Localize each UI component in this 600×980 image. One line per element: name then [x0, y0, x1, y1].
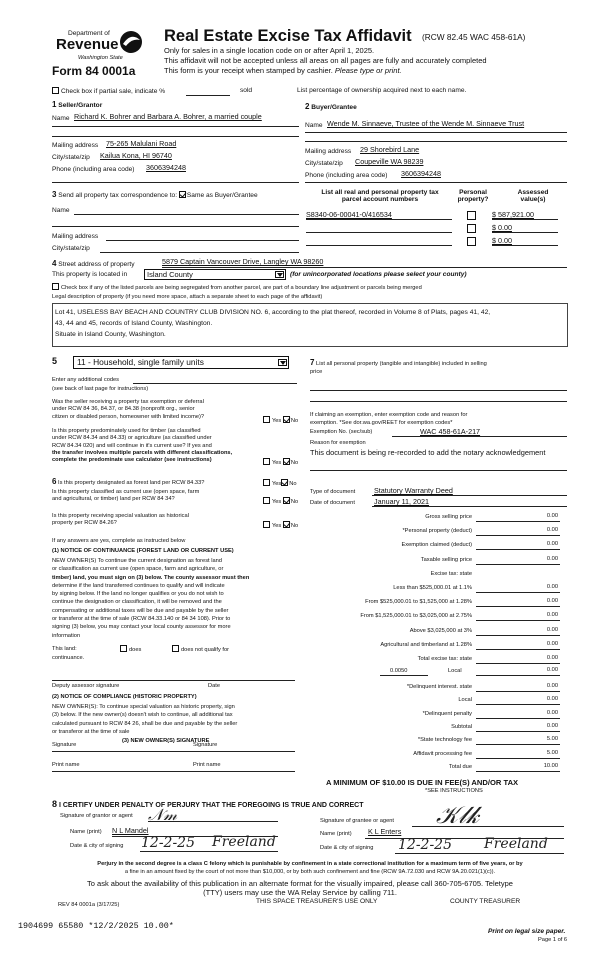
- tax-row-label: Affidavit processing fee: [413, 750, 472, 757]
- page-number: Page 1 of 6: [538, 937, 568, 943]
- grantee-name-field[interactable]: K L Enters: [368, 827, 402, 836]
- citation: (RCW 82.45 WAC 458-61A): [422, 32, 526, 42]
- assessed-value-3[interactable]: $ 0.00: [492, 236, 512, 245]
- same-as-buyer-checkbox[interactable]: [179, 191, 186, 198]
- sold-label: sold: [240, 87, 253, 94]
- legal-paper-note: Print on legal size paper.: [488, 928, 566, 935]
- grantor-sig-label: Signature of grantor or agent: [60, 813, 133, 819]
- exemption-question: Was the seller receiving a property tax exemption or deferral under RCW 84 36, 84.37, or 84.38 (nonprofit org., senior citizen or disabled person, homeowner with limited income)?: [52, 399, 205, 420]
- buyer-phone-label: Phone (including area code): [305, 172, 388, 179]
- dept-state: Washington State: [78, 55, 123, 61]
- corr-city-label: City/state/zip: [52, 245, 90, 252]
- tax-row-label: *Personal property (deduct): [402, 528, 472, 535]
- new-owner-sig-title: (3) NEW OWNER(S) SIGNATURE: [122, 738, 210, 744]
- corr-mailing-label: Mailing address: [52, 233, 99, 240]
- minimum-due-note: A MINIMUM OF $10.00 IS DUE IN FEE(S) AND/OR TAX: [326, 778, 519, 787]
- revision-label: REV 84 0001a (3/17/25): [58, 902, 120, 908]
- owner-signature-label-2: Signature: [193, 742, 218, 748]
- tax-row-value[interactable]: 0.00: [546, 683, 558, 689]
- buyer-heading: 2 Buyer/Grantee: [305, 102, 357, 111]
- doc-type-field[interactable]: Statutory Warranty Deed: [374, 486, 453, 495]
- owner-signature-label-1: Signature: [52, 742, 77, 748]
- local-rate: 0.0050: [390, 668, 408, 674]
- seller-phone-field[interactable]: 3606394248: [146, 163, 186, 172]
- grantee-sig-label: Signature of grantee or agent: [320, 818, 394, 824]
- parcel-number-1[interactable]: S8340-06-00041-0/416534: [306, 210, 392, 219]
- recording-stamp: 1904699 65580 *12/2/2025 10.00*: [18, 921, 174, 931]
- notice-continuance-title: (1) NOTICE OF CONTINUANCE (FOREST LAND OR CURRENT USE): [52, 548, 234, 554]
- buyer-name-field[interactable]: Wende M. Sinnaeve, Trustee of the Wende M. Sinnaeve Trust: [327, 119, 525, 128]
- chevron-down-icon: [275, 271, 284, 278]
- unincorporated-note: (for unincorporated locations please select your county): [290, 271, 467, 278]
- buyer-name-label: Name: [305, 122, 323, 129]
- does-not-row: does not qualify for: [172, 645, 229, 653]
- tax-row-label: Agricultural and timberland at 1.28%: [380, 641, 472, 648]
- exemption-yes-checkbox[interactable]: [263, 416, 270, 423]
- tax-row-label: Excise tax: state: [430, 570, 472, 577]
- assessed-value-2[interactable]: $ 0.00: [492, 223, 512, 232]
- tax-row-value[interactable]: 0.00: [546, 709, 558, 716]
- header-note1: Only for sales in a single location code on or after April 1, 2025.: [164, 46, 375, 55]
- buyer-mailing-label: Mailing address: [305, 148, 352, 155]
- exemption-reason-field[interactable]: This document is being re-recorded to add the notary acknowledgement: [310, 448, 546, 457]
- see-instructions: *SEE INSTRUCTIONS: [425, 788, 483, 794]
- tax-row-value[interactable]: 5.00: [546, 736, 558, 743]
- tax-row-value[interactable]: 0.00: [546, 598, 558, 605]
- buyer-city-field[interactable]: Coupeville WA 98239: [355, 157, 424, 166]
- tax-row-label: Local: [458, 697, 472, 704]
- tax-row-label: *Delinquent penalty: [422, 710, 472, 717]
- forest-yes-no: Yes No: [263, 479, 297, 487]
- grantor-date-label: Date & city of signing: [70, 843, 124, 849]
- forest-question: 6 Is this property designated as forest land per RCW 84.33?: [52, 477, 205, 486]
- seller-heading: 1 Seller/Grantor: [52, 100, 103, 109]
- tax-row-value[interactable]: 0.00: [546, 513, 558, 519]
- grantor-city[interactable]: Freeland: [212, 834, 276, 850]
- header-note3: This form is your receipt when stamped by cashier. Please type or print.: [164, 66, 402, 75]
- page-title: Real Estate Excise Tax Affidavit: [164, 27, 412, 45]
- assessed-col-header: Assessed value(s): [517, 189, 549, 204]
- tax-row-label: From $525,000.01 to $1,525,000 at 1.28%: [365, 599, 472, 606]
- tax-row-label: Total excise tax: state: [417, 656, 472, 662]
- local-label: Local: [448, 668, 462, 674]
- street-address-field[interactable]: 5879 Captain Vancouver Drive, Langley WA 98260: [162, 257, 324, 266]
- grantee-name-label: Name (print): [320, 831, 352, 837]
- list-percentage-note: List percentage of ownership acquired next to each name.: [297, 87, 467, 94]
- boundary-row: Check box if any of the listed parcels are being segregated from another parcel, are part of a boundary line adjustment or parcels being merged: [52, 283, 422, 291]
- exemption-no-label: Exemption No. (sec/sub): [310, 429, 373, 435]
- seller-city-label: City/state/zip: [52, 154, 90, 161]
- buyer-city-label: City/state/zip: [305, 160, 343, 167]
- located-label: This property is located in: [52, 271, 128, 278]
- does-row: does: [120, 645, 141, 653]
- dept-line1: Department of: [68, 30, 110, 37]
- tax-row-label: Gross selling price: [425, 514, 472, 520]
- historic-yes-no: Yes No: [263, 521, 298, 529]
- deputy-date-label: Date: [208, 683, 221, 689]
- this-land-label: This land:: [52, 646, 77, 652]
- use-code-select[interactable]: 11 - Household, single family units: [73, 356, 289, 369]
- tax-row-value[interactable]: 0.00: [546, 555, 558, 562]
- seller-name-label: Name: [52, 115, 70, 122]
- personal-property-checkbox-1[interactable]: [467, 211, 476, 220]
- tax-row-value[interactable]: 0.00: [546, 640, 558, 647]
- tax-row-label: *State technology fee: [417, 737, 472, 744]
- seller-phone-label: Phone (including area code): [52, 166, 135, 173]
- timber-yes-no: Yes No: [263, 458, 298, 466]
- seller-mailing-field[interactable]: 75-265 Malulani Road: [106, 139, 177, 148]
- perjury-notice: Perjury in the second degree is a class C felony which is punishable by confinement in a state correctional institution for a maximum term of five years, or by a fine in an amount fixed by the court of not more than $10,000, or by both such confinement and fine (RCW 9A.72.030 and RCW 9A.20.021(1)(c)).: [97, 861, 523, 875]
- forest-no-checkbox[interactable]: [281, 479, 288, 486]
- tax-row-label: Less than $525,000.01 at 1.1%: [393, 585, 472, 591]
- dor-logo-icon: [118, 30, 144, 54]
- current-use-question: Is this property classified as current use (open space, farm and agricultural, or timber) land per RCW 84 34?: [52, 489, 200, 503]
- tax-row-value[interactable]: 10.00: [543, 762, 558, 769]
- personal-col-header: Personal property?: [457, 189, 489, 204]
- grantee-date-label: Date & city of signing: [320, 845, 374, 851]
- grantee-city[interactable]: Freeland: [484, 836, 548, 852]
- tax-row-label: *Delinquent interest. state: [406, 684, 472, 690]
- partial-sale-row: Check box if partial sale, indicate %: [52, 87, 165, 95]
- personal-property-checkbox-3[interactable]: [467, 237, 476, 246]
- grantor-date[interactable]: 12-2-25: [141, 835, 195, 851]
- tax-row-value[interactable]: 0.00: [546, 527, 558, 534]
- owner-print-label-2: Print name: [193, 762, 221, 768]
- tax-row-label: Above $3,025,000 at 3%: [409, 627, 472, 634]
- grantor-signature: 𝒩𝓂: [148, 805, 177, 824]
- exemption-claim-label: If claiming an exemption, enter exemption code and reason for exemption. *See dor.wa.gov/REET for exemption codes*: [310, 412, 468, 426]
- doc-date-label: Date of document: [310, 500, 355, 506]
- form-number: Form 84 0001a: [52, 64, 136, 78]
- grantor-name-field[interactable]: N L Mandel: [112, 826, 149, 835]
- historic-no-checkbox[interactable]: [283, 521, 290, 528]
- segregated-checkbox[interactable]: [52, 283, 59, 290]
- tax-row-value[interactable]: 0.00: [546, 541, 558, 548]
- seller-city-field[interactable]: Kailua Kona, HI 96740: [100, 151, 172, 160]
- continuance-label: continuance.: [52, 655, 85, 661]
- doc-type-label: Type of document: [310, 489, 356, 495]
- forest-yes-checkbox[interactable]: [263, 479, 270, 486]
- notice-compliance-body: NEW OWNER(S): To continue special valuation as historic property, sign (3) below. If the new owner(s) doesn't wish to continue, all additional tax calculated pursuant to RCW 84 26, shall be due and payable by the seller or transferor at the time of sale: [52, 704, 238, 735]
- header-note2: This affidavit will not be accepted unless all areas on all pages are fully and accurately completed: [164, 56, 487, 65]
- exemption-yes-no: Yes No: [263, 416, 298, 424]
- buyer-phone-field[interactable]: 3606394248: [401, 169, 441, 178]
- corr-name-label: Name: [52, 207, 70, 214]
- tax-row-value[interactable]: 0.00: [546, 584, 558, 590]
- tax-row-value[interactable]: 0.00: [546, 655, 558, 661]
- tax-row-value[interactable]: 0.00: [546, 612, 558, 619]
- tax-row-label: Subtotal: [451, 723, 472, 730]
- accessibility-notice: To ask about the availability of this publication in an alternate format for the visually impaired, please call 360-705-6705. Teletype (TTY) users may use the WA Relay Service by calling 711.: [87, 879, 513, 897]
- land-does-not-checkbox[interactable]: [172, 645, 179, 652]
- grantee-signature: 𝒦𝓁𝓀: [436, 801, 480, 829]
- tax-row-label: Taxable selling price: [420, 556, 472, 563]
- exemption-no-field[interactable]: WAC 458-61A-217: [420, 427, 481, 436]
- dept-logo-text: Revenue: [56, 36, 119, 53]
- if-yes-instruction: If any answers are yes, complete as instructed below: [52, 538, 186, 544]
- deputy-sig-label: Deputy assessor signature: [52, 683, 120, 689]
- treasurer-use-label: THIS SPACE TREASURER'S USE ONLY: [256, 898, 378, 905]
- street-address-row: 4 Street address of property: [52, 259, 135, 268]
- timber-question: Is this property predominately used for timber (as classified under RCW 84.34 and 84.33) or agriculture (as classified under RCW 84.34 020) and will continue in it's current use? If yes and the transfer involves multiple parcels with different classifications, complete the predominate use calculator (see instructions): [52, 428, 233, 464]
- current-use-yes-checkbox[interactable]: [263, 497, 270, 504]
- county-select[interactable]: Island County: [144, 269, 286, 280]
- grantee-date[interactable]: 12-2-25: [398, 837, 452, 853]
- owner-print-label-1: Print name: [52, 762, 80, 768]
- doc-date-field[interactable]: January 11, 2021: [374, 497, 430, 506]
- tax-row-label: Total due: [448, 763, 472, 770]
- seller-mailing-label: Mailing address: [52, 142, 99, 149]
- current-use-no-checkbox[interactable]: [283, 497, 290, 504]
- tax-row-value[interactable]: 0.00: [546, 696, 558, 703]
- current-use-yes-no: Yes No: [263, 497, 298, 505]
- buyer-mailing-field[interactable]: 29 Shorebird Lane: [360, 145, 420, 154]
- tax-row-label: Exemption claimed (deduct): [401, 542, 472, 549]
- county-treasurer-label: COUNTY TREASURER: [450, 898, 521, 905]
- section-5-num: 5: [52, 356, 58, 366]
- tax-row-value[interactable]: 0.00: [546, 722, 558, 729]
- personal-property-checkbox-2[interactable]: [467, 224, 476, 233]
- timber-yes-checkbox[interactable]: [263, 458, 270, 465]
- legal-description-box[interactable]: Lot 41, USELESS BAY BEACH AND COUNTRY CLUB DIVISION NO. 6, according to the plat thereof, recorded in Volume 8 of Plats, pages 41, 42, 43, 44 and 45, records of Island County, Washington. Situate in Island County, Washington.: [52, 303, 568, 347]
- tax-row-value[interactable]: 5.00: [546, 749, 558, 756]
- historic-yes-checkbox[interactable]: [263, 521, 270, 528]
- parcel-col-header: List all real and personal property tax parcel account numbers: [321, 189, 439, 204]
- tax-row-label: From $1,525,000.01 to $3,025,000 at 2.75%: [360, 613, 472, 620]
- seller-name-field[interactable]: Richard K. Bohrer and Barbara A. Bohrer, a married couple: [74, 112, 262, 121]
- assessed-value-1[interactable]: $ 587,921.00: [492, 210, 534, 219]
- grantor-name-label: Name (print): [70, 829, 102, 835]
- notice-compliance-title: (2) NOTICE OF COMPLIANCE (HISTORIC PROPERTY): [52, 694, 197, 700]
- addl-codes-note: (see back of last page for instructions): [52, 386, 149, 392]
- exemption-reason-label: Reason for exemption: [310, 440, 366, 446]
- historic-question: Is this property receiving special valuation as historical property per RCW 84.26?: [52, 513, 189, 527]
- local-value[interactable]: 0.00: [546, 667, 558, 673]
- exemption-no-checkbox[interactable]: [283, 416, 290, 423]
- tax-row-value[interactable]: 0.00: [546, 626, 558, 633]
- land-does-checkbox[interactable]: [120, 645, 127, 652]
- correspondence-row: 3 Send all property tax correspondence to: Same as Buyer/Grantee: [52, 190, 258, 199]
- legal-desc-label: Legal description of property (if you need more space, attach a separate sheet to each page of the affidavit): [52, 294, 323, 300]
- notice-continuance-body: NEW OWNER(S) To continue the current designation as forest land or classification as current use (open space, farm and agriculture, or timber) land, you must sign on (3) below. The county assessor must then determine if the land transferred continues to qualify and will indicate by signing below. If the land no longer qualifies or you do not wish to continue the designation or classification, it will be removed and the compensating or additional taxes will be due and payable by the seller or transferor at the time of sale (RCW 84.33.140 or 84 34 108). Prior to signing (3) below, you may contact your local county assessor for more information: [52, 558, 250, 639]
- certify-statement: 8 I CERTIFY UNDER PENALTY OF PERJURY THAT THE FOREGOING IS TRUE AND CORRECT: [52, 799, 364, 809]
- timber-no-checkbox[interactable]: [283, 458, 290, 465]
- addl-codes-label: Enter any additional codes: [52, 377, 120, 383]
- chevron-down-icon: [278, 359, 287, 366]
- partial-sale-checkbox[interactable]: [52, 87, 59, 94]
- personal-property-label: 7 List all personal property (tangible and intangible) included in selling price: [310, 358, 487, 375]
